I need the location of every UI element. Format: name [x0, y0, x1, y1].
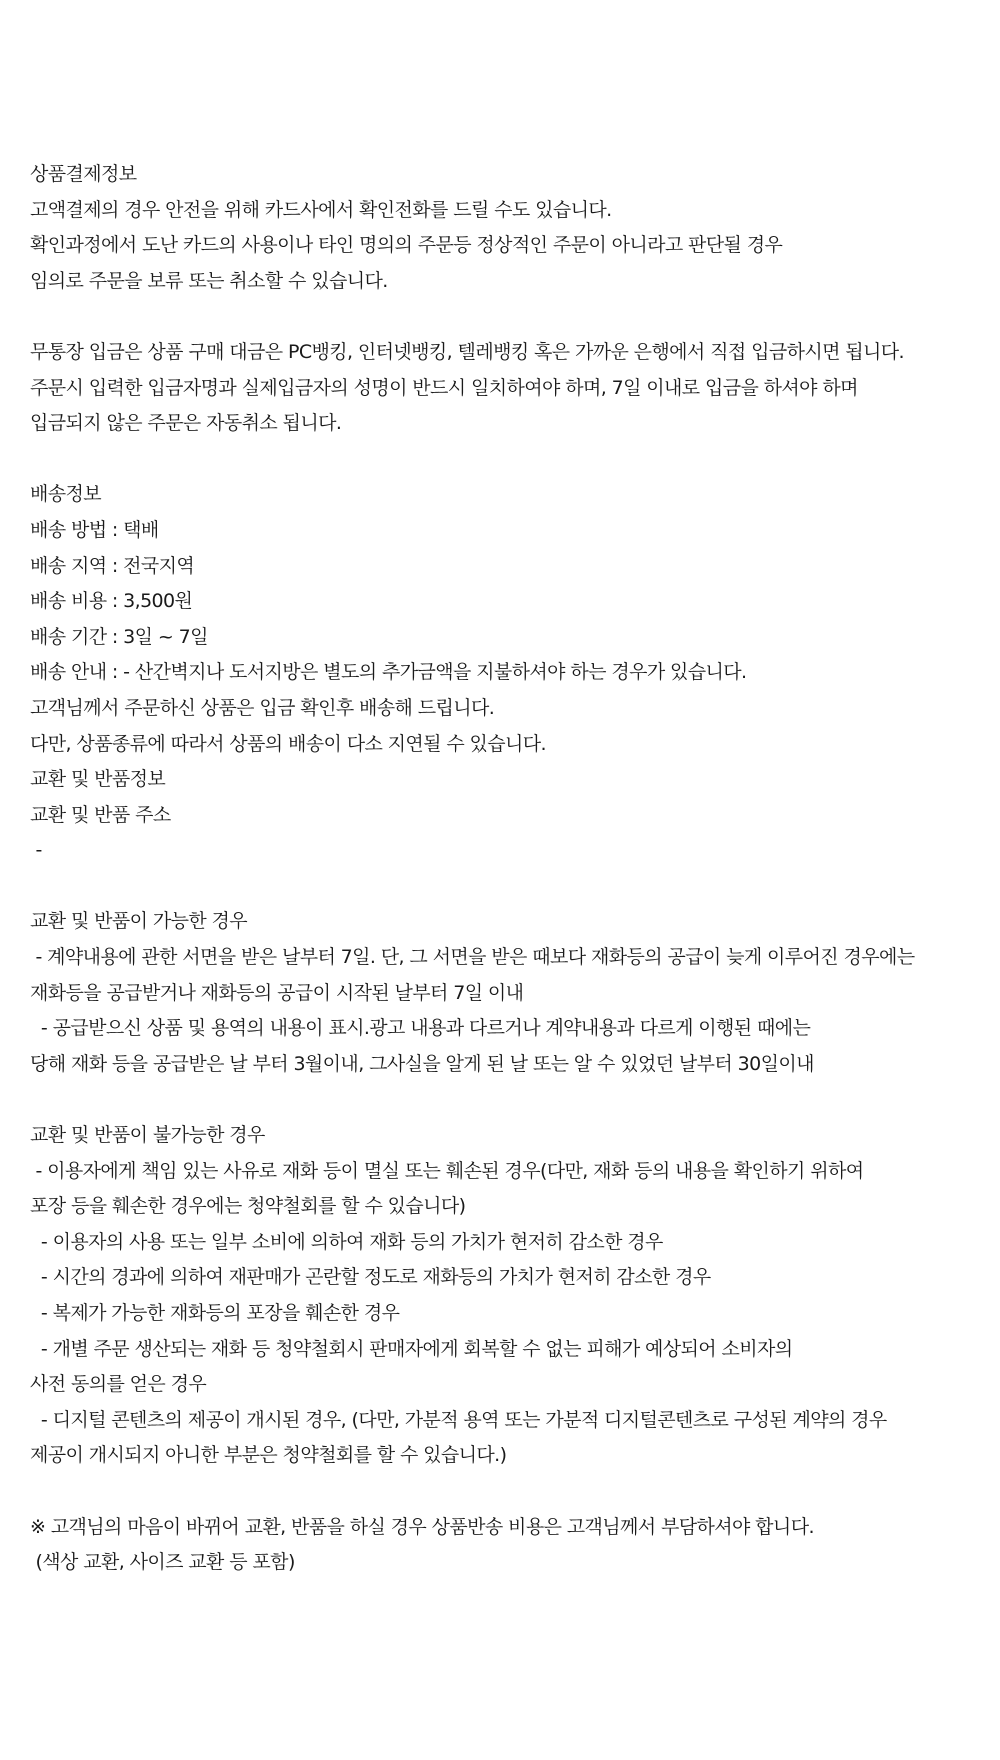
- payment-line: 확인과정에서 도난 카드의 사용이나 타인 명의의 주문등 정상적인 주문이 아니라고 판단될 경우: [30, 234, 783, 257]
- exchange-impossible-heading: 교환 및 반품이 불가능한 경우: [30, 1124, 265, 1147]
- bank-transfer-line: 무통장 입금은 상품 구매 대금은 PC뱅킹, 인터넷뱅킹, 텔레뱅킹 혹은 가까운 은행에서 직접 입금하시면 됩니다.: [30, 340, 904, 363]
- payment-line: 고액결제의 경우 안전을 위해 카드사에서 확인전화를 드릴 수도 있습니다.: [30, 198, 612, 221]
- exchange-possible-line: 당해 재화 등을 공급받은 날 부터 3월이내, 그사실을 알게 된 날 또는 알 수 있었던 날부터 30일이내: [30, 1052, 814, 1075]
- return-cost-notice-detail: (색상 교환, 사이즈 교환 등 포함): [30, 1551, 295, 1574]
- shipping-cost: 배송 비용 : 3,500원: [30, 590, 193, 613]
- shipping-period: 배송 기간 : 3일 ~ 7일: [30, 625, 208, 648]
- exchange-possible-heading: 교환 및 반품이 가능한 경우: [30, 910, 248, 933]
- payment-heading: 상품결제정보: [30, 163, 137, 185]
- bank-transfer-line: 주문시 입력한 입금자명과 실제입금자의 성명이 반드시 일치하여야 하며, 7일 이내로 입금을 하셔야 하며: [30, 376, 858, 399]
- shipping-line: 다만, 상품종류에 따라서 상품의 배송이 다소 지연될 수 있습니다.: [30, 732, 547, 755]
- exchange-address-value: -: [30, 839, 42, 862]
- shipping-method: 배송 방법 : 택배: [30, 518, 159, 541]
- product-info-document: [30, 157, 990, 1581]
- spacer: [30, 869, 990, 905]
- exchange-impossible-line: - 복제가 가능한 재화등의 포장을 훼손한 경우: [30, 1302, 400, 1324]
- exchange-possible-line: 재화등을 공급받거나 재화등의 공급이 시작된 날부터 7일 이내: [30, 981, 524, 1004]
- return-cost-notice: ※ 고객님의 마음이 바뀌어 교환, 반품을 하실 경우 상품반송 비용은 고객님께서 부담하셔야 합니다.: [30, 1515, 814, 1538]
- bank-transfer-line: 입금되지 않은 주문은 자동취소 됩니다.: [30, 412, 342, 435]
- spacer: [30, 299, 990, 335]
- exchange-impossible-line: - 이용자에게 책임 있는 사유로 재화 등이 멸실 또는 훼손된 경우(다만, 재화 등의 내용을 확인하기 위하여: [30, 1159, 864, 1182]
- exchange-address-label: 교환 및 반품 주소: [30, 803, 171, 826]
- shipping-heading: 배송정보: [30, 483, 102, 506]
- exchange-possible-line: - 공급받으신 상품 및 용역의 내용이 표시.광고 내용과 다르거나 계약내용과 다르게 이행된 때에는: [30, 1017, 811, 1040]
- payment-line: 임의로 주문을 보류 또는 취소할 수 있습니다.: [30, 269, 388, 292]
- exchange-impossible-line: - 개별 주문 생산되는 재화 등 청약철회시 판매자에게 회복할 수 없는 피해가 예상되어 소비자의: [30, 1337, 793, 1360]
- exchange-impossible-line: - 디지털 콘텐츠의 제공이 개시된 경우, (다만, 가분적 용역 또는 가분적 디지털콘텐츠로 구성된 계약의 경우: [30, 1408, 887, 1431]
- exchange-impossible-line: 사전 동의를 얻은 경우: [30, 1373, 207, 1396]
- shipping-region: 배송 지역 : 전국지역: [30, 554, 195, 577]
- shipping-guide: 배송 안내 : - 산간벽지나 도서지방은 별도의 추가금액을 지불하셔야 하는 경우가 있습니다.: [30, 661, 747, 684]
- exchange-impossible-line: - 시간의 경과에 의하여 재판매가 곤란할 정도로 재화등의 가치가 현저히 감소한 경우: [30, 1266, 711, 1289]
- exchange-impossible-line: - 이용자의 사용 또는 일부 소비에 의하여 재화 등의 가치가 현저히 감소한 경우: [30, 1230, 663, 1253]
- shipping-line: 고객님께서 주문하신 상품은 입금 확인후 배송해 드립니다.: [30, 696, 495, 719]
- spacer: [30, 1474, 990, 1510]
- exchange-impossible-line: 포장 등을 훼손한 경우에는 청약철회를 할 수 있습니다): [30, 1195, 466, 1218]
- spacer: [30, 442, 990, 478]
- spacer: [30, 1082, 990, 1118]
- exchange-impossible-line: 제공이 개시되지 아니한 부분은 청약철회를 할 수 있습니다.): [30, 1444, 507, 1467]
- exchange-possible-line: - 계약내용에 관한 서면을 받은 날부터 7일. 단, 그 서면을 받은 때보다 재화등의 공급이 늦게 이루어진 경우에는: [30, 946, 915, 969]
- exchange-heading: 교환 및 반품정보: [30, 768, 166, 791]
